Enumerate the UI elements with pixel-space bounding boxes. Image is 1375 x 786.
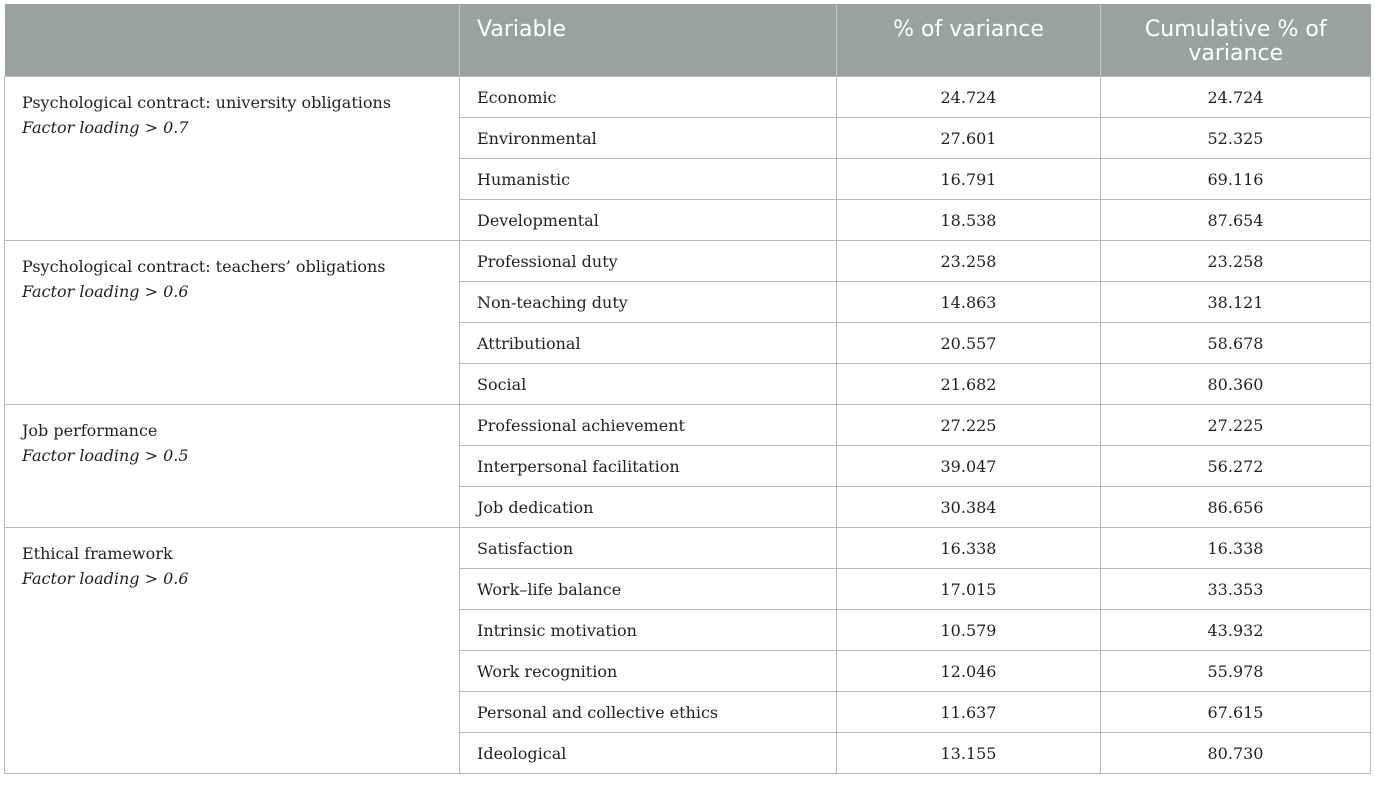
percent-variance-cell: 13.155: [837, 733, 1101, 774]
table-row: [5, 77, 1371, 118]
factor-loading-note: Factor loading > 0.6: [22, 569, 189, 588]
variable-cell: Personal and collective ethics: [460, 692, 837, 733]
category-title: Ethical framework: [22, 544, 173, 563]
variable-cell: Environmental: [460, 118, 837, 159]
variable-cell: Non-teaching duty: [460, 282, 837, 323]
factor-loading-note: Factor loading > 0.6: [22, 282, 189, 301]
percent-variance-cell: 39.047: [837, 446, 1101, 487]
percent-variance-cell: 27.601: [837, 118, 1101, 159]
cumulative-variance-cell: 86.656: [1101, 487, 1371, 528]
variable-cell: Intrinsic motivation: [460, 610, 837, 651]
category-title: Psychological contract: university obligations: [22, 93, 392, 112]
category-cell: [5, 77, 460, 241]
percent-variance-cell: 17.015: [837, 569, 1101, 610]
variable-cell: Humanistic: [460, 159, 837, 200]
variable-cell: Work–life balance: [460, 569, 837, 610]
cumulative-variance-cell: 16.338: [1101, 528, 1371, 569]
header-category: [5, 4, 460, 77]
variable-cell: Job dedication: [460, 487, 837, 528]
variable-cell: Work recognition: [460, 651, 837, 692]
header-variable: Variable: [460, 4, 837, 77]
percent-variance-cell: 21.682: [837, 364, 1101, 405]
cumulative-variance-cell: 58.678: [1101, 323, 1371, 364]
cumulative-variance-cell: 38.121: [1101, 282, 1371, 323]
category-title: Job performance: [22, 421, 158, 440]
category-cell: [5, 528, 460, 774]
table-row: [5, 241, 1371, 282]
variable-cell: Professional duty: [460, 241, 837, 282]
percent-variance-cell: 23.258: [837, 241, 1101, 282]
percent-variance-cell: 27.225: [837, 405, 1101, 446]
cumulative-variance-cell: 24.724: [1101, 77, 1371, 118]
cumulative-variance-cell: 55.978: [1101, 651, 1371, 692]
factor-loading-note: Factor loading > 0.5: [22, 446, 189, 465]
variable-cell: Satisfaction: [460, 528, 837, 569]
cumulative-variance-cell: 80.360: [1101, 364, 1371, 405]
table-header: [5, 4, 1371, 77]
cumulative-variance-cell: 87.654: [1101, 200, 1371, 241]
variable-cell: Social: [460, 364, 837, 405]
percent-variance-cell: 18.538: [837, 200, 1101, 241]
category-cell: [5, 405, 460, 528]
category-cell: [5, 241, 460, 405]
percent-variance-cell: 20.557: [837, 323, 1101, 364]
table-row: [5, 528, 1371, 569]
variable-cell: Professional achievement: [460, 405, 837, 446]
variable-cell: Developmental: [460, 200, 837, 241]
percent-variance-cell: 30.384: [837, 487, 1101, 528]
cumulative-variance-cell: 56.272: [1101, 446, 1371, 487]
percent-variance-cell: 14.863: [837, 282, 1101, 323]
header-cumulative-variance: Cumulative % of variance: [1101, 4, 1371, 77]
percent-variance-cell: 10.579: [837, 610, 1101, 651]
cumulative-variance-cell: 67.615: [1101, 692, 1371, 733]
cumulative-variance-cell: 33.353: [1101, 569, 1371, 610]
percent-variance-cell: 16.791: [837, 159, 1101, 200]
variable-cell: Interpersonal facilitation: [460, 446, 837, 487]
percent-variance-cell: 24.724: [837, 77, 1101, 118]
cumulative-variance-cell: 69.116: [1101, 159, 1371, 200]
header-percent-variance: % of variance: [837, 4, 1101, 77]
factor-loading-note: Factor loading > 0.7: [22, 118, 189, 137]
percent-variance-cell: 12.046: [837, 651, 1101, 692]
cumulative-variance-cell: 80.730: [1101, 733, 1371, 774]
cumulative-variance-cell: 43.932: [1101, 610, 1371, 651]
cumulative-variance-cell: 23.258: [1101, 241, 1371, 282]
percent-variance-cell: 16.338: [837, 528, 1101, 569]
cumulative-variance-cell: 52.325: [1101, 118, 1371, 159]
cumulative-variance-cell: 27.225: [1101, 405, 1371, 446]
variable-cell: Economic: [460, 77, 837, 118]
variable-cell: Attributional: [460, 323, 837, 364]
variable-cell: Ideological: [460, 733, 837, 774]
category-title: Psychological contract: teachers’ obligations: [22, 257, 386, 276]
table-row: [5, 405, 1371, 446]
percent-variance-cell: 11.637: [837, 692, 1101, 733]
variance-table: [4, 4, 1371, 774]
